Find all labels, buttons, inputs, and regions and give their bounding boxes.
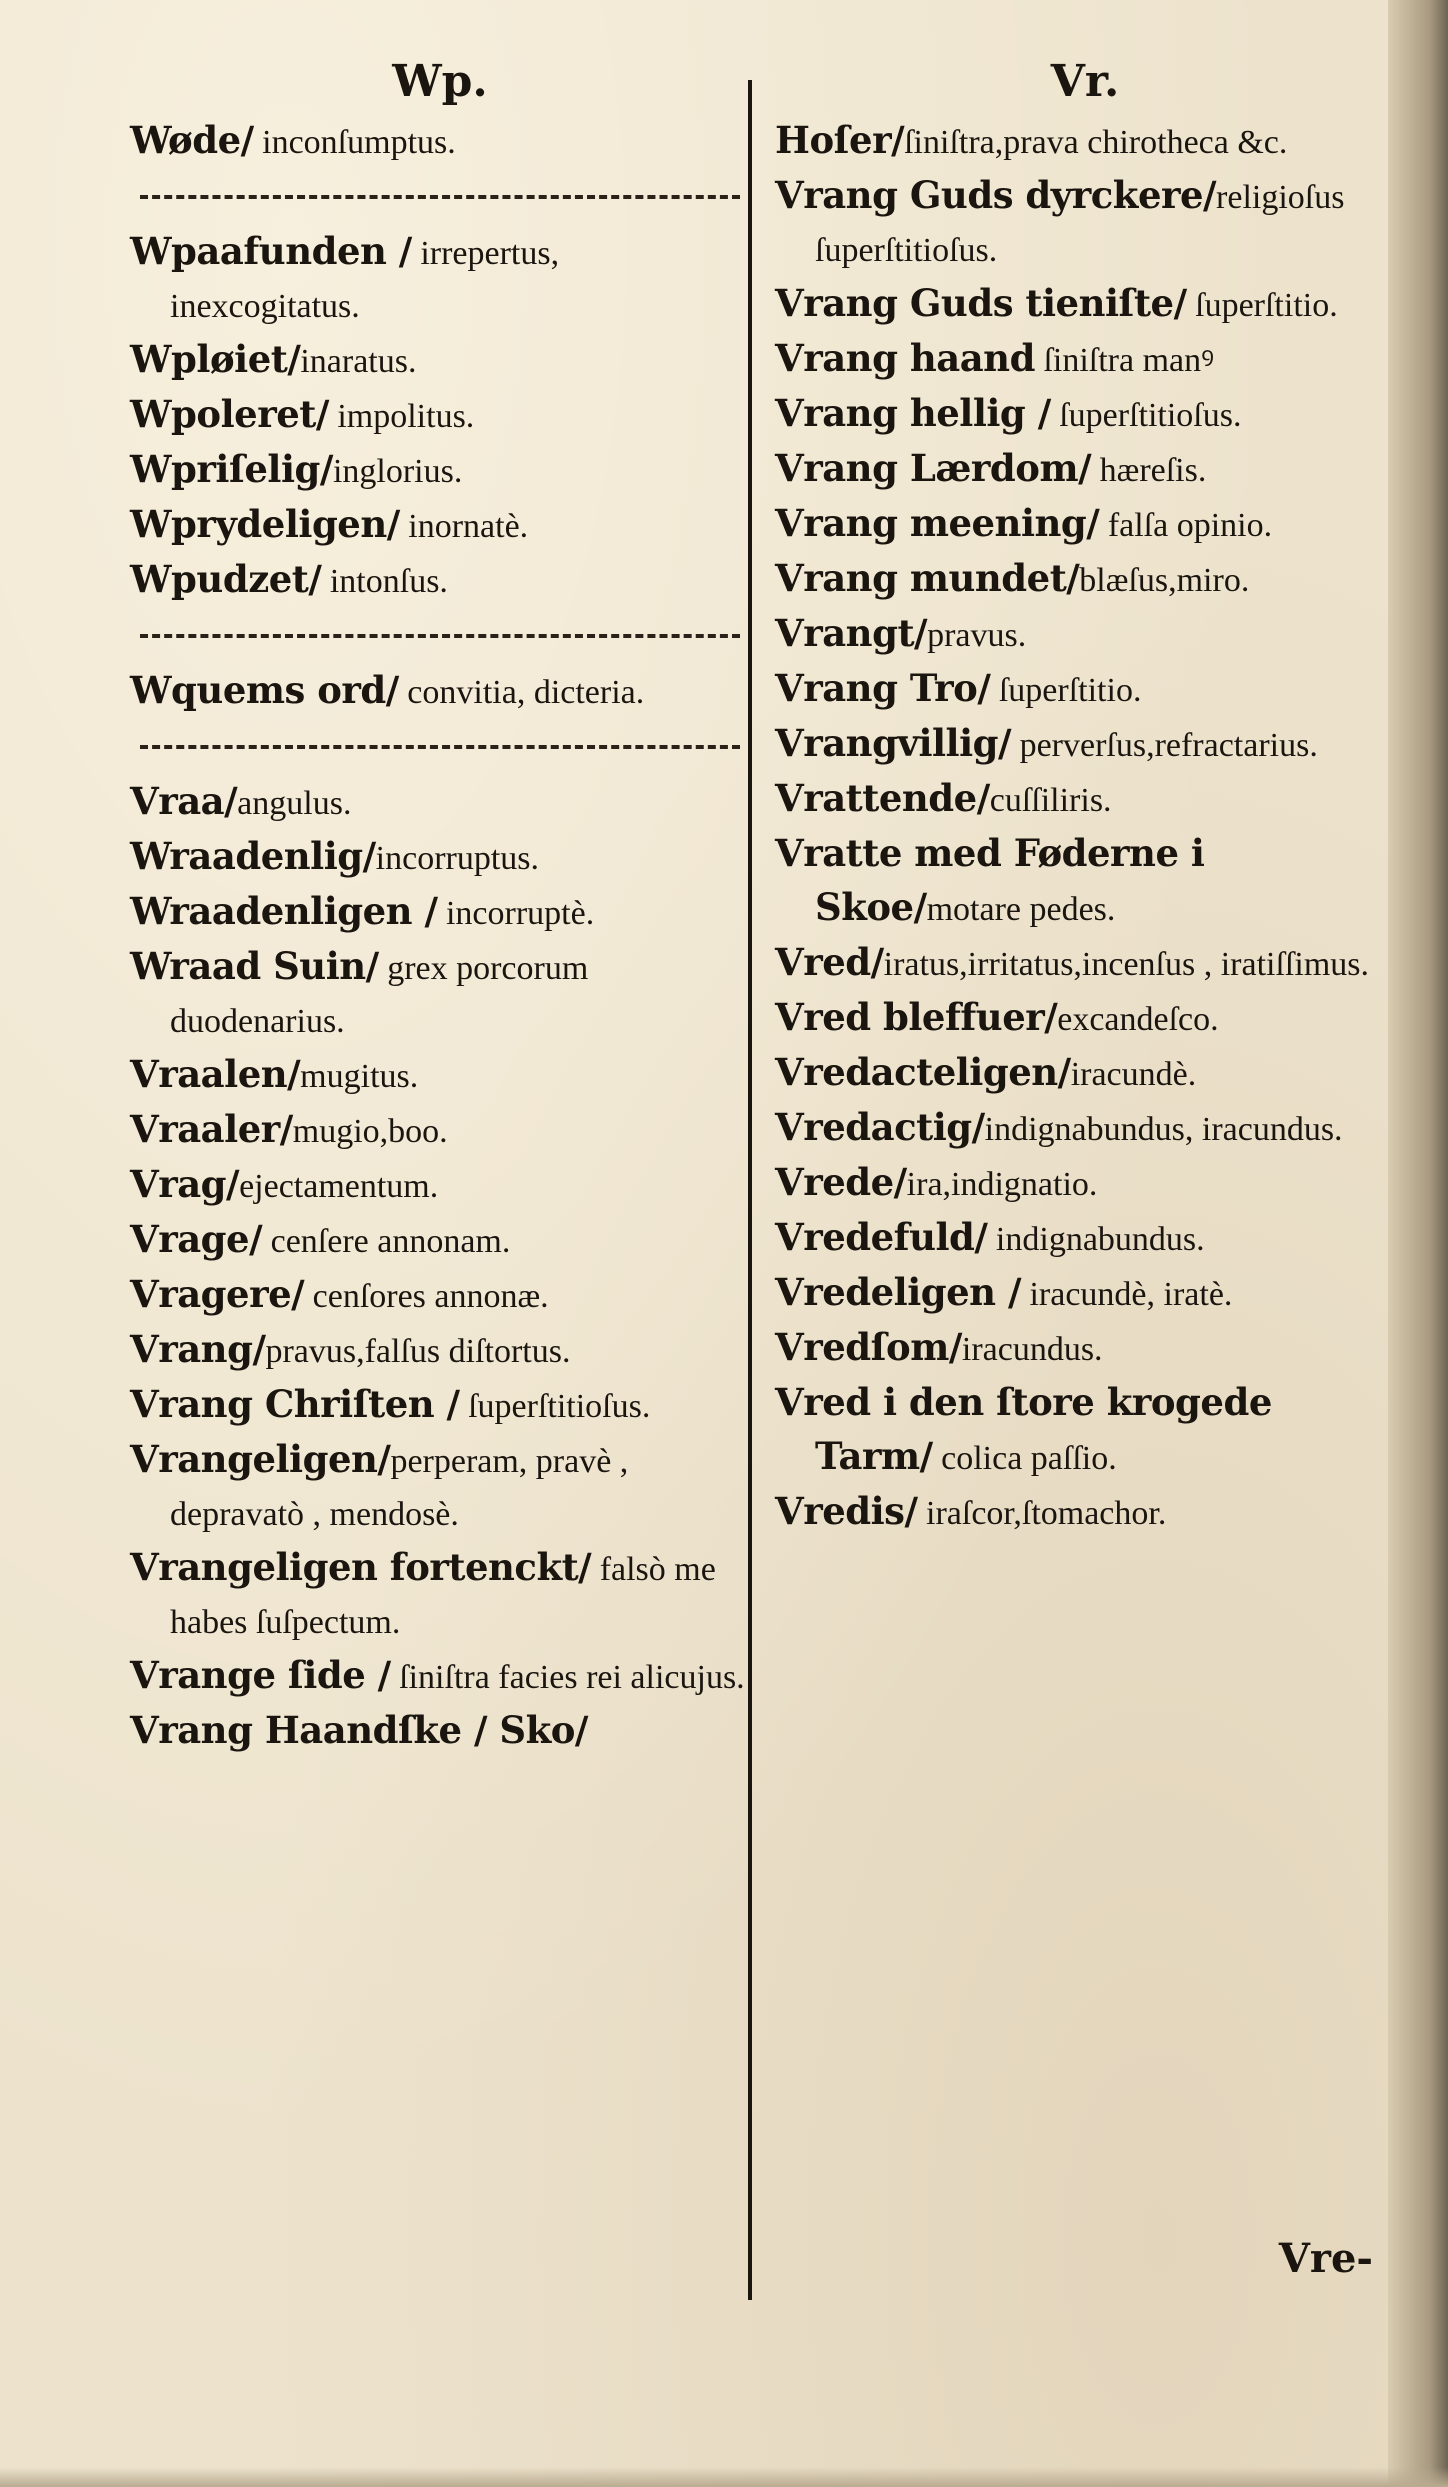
headword: Vrangt/	[775, 611, 928, 655]
headword: Wpaafunden /	[130, 229, 412, 273]
latin-definition: cenſere annonam.	[262, 1223, 511, 1260]
dictionary-entry	[130, 1213, 750, 1268]
headword: Vrang hellig /	[775, 391, 1051, 435]
dictionary-entry	[130, 1158, 750, 1213]
headword: Wraadenligen /	[130, 889, 438, 933]
latin-definition: angulus.	[237, 785, 352, 822]
latin-definition: intonſus.	[321, 563, 448, 600]
latin-definition: iracundè.	[1070, 1056, 1197, 1093]
dictionary-entry	[775, 497, 1395, 552]
headword: Vrang Guds dyrckere/	[775, 173, 1217, 217]
latin-definition: impolitus.	[328, 398, 475, 435]
dictionary-entry	[130, 114, 750, 169]
dictionary-entry	[775, 1266, 1395, 1321]
dictionary-entry	[130, 1323, 750, 1378]
latin-definition: excandeſco.	[1057, 1001, 1219, 1038]
headword: Vredis/	[775, 1489, 918, 1533]
latin-definition: mugio,boo.	[292, 1113, 448, 1150]
dictionary-entry	[775, 1321, 1395, 1376]
latin-definition: indignabundus.	[987, 1221, 1205, 1258]
headword: Vrangeligen fortenckt/	[130, 1545, 592, 1589]
latin-definition: ſuperſtitioſus.	[459, 1388, 651, 1425]
right-entry-list	[775, 114, 1395, 1540]
latin-definition: ſiniſtra manꝰ	[1034, 342, 1215, 379]
latin-definition: ſuperſtitioſus.	[1050, 397, 1242, 434]
headword: Wquems ord/	[130, 668, 399, 712]
latin-definition: cenſores annonæ.	[304, 1278, 549, 1315]
headword: Wprydeligen/	[130, 502, 400, 546]
headword: Vrag/	[130, 1162, 240, 1206]
headword: Vrang Haandſke / Sko/	[130, 1708, 588, 1752]
dictionary-entry	[130, 1268, 750, 1323]
headword: Vredacteligen/	[775, 1050, 1071, 1094]
latin-definition: blæſus,miro.	[1079, 562, 1250, 599]
dictionary-entry	[775, 1485, 1395, 1540]
headword: Vrang Tro/	[775, 666, 991, 710]
section-rule	[140, 634, 740, 638]
latin-definition: ſuperſtitio.	[990, 672, 1142, 709]
latin-definition: inglorius.	[332, 453, 463, 490]
dictionary-entry	[130, 1103, 750, 1158]
latin-definition: ſiniſtra,prava chirotheca &c.	[904, 124, 1288, 161]
latin-definition: ſuperſtitio.	[1186, 287, 1338, 324]
headword: Wpoleret/	[130, 392, 329, 436]
latin-definition: incorruptè.	[437, 895, 595, 932]
column-divider	[748, 80, 752, 2300]
latin-definition: indignabundus, iracundus.	[984, 1111, 1343, 1148]
dictionary-entry	[775, 552, 1395, 607]
latin-definition: cuſſiliris.	[989, 782, 1112, 819]
headword: Vrang Chriſten /	[130, 1382, 460, 1426]
dictionary-entry	[775, 169, 1395, 277]
headword: Vrang/	[130, 1327, 266, 1371]
dictionary-entry	[130, 1649, 750, 1704]
headword: Vrang haand	[775, 336, 1035, 380]
latin-definition: falsò me habes ſuſpectum.	[170, 1551, 716, 1641]
dictionary-entry	[775, 662, 1395, 717]
headword: Hoſer/	[775, 118, 905, 162]
headword: Vredſom/	[775, 1325, 962, 1369]
dictionary-entry	[775, 1156, 1395, 1211]
headword: Wpriſelig/	[130, 447, 333, 491]
headword: Wpudzet/	[130, 557, 322, 601]
left-entry-list	[130, 114, 750, 1759]
latin-definition: pravus.	[927, 617, 1027, 654]
dictionary-entry	[775, 1046, 1395, 1101]
latin-definition: pravus,falſus diſtortus.	[265, 1333, 571, 1370]
latin-definition: hæreſis.	[1091, 452, 1207, 489]
headword: Vragere/	[130, 1272, 305, 1316]
headword: Vred/	[775, 940, 884, 984]
latin-definition: iratus,irritatus,incenſus , iratiſſimus.	[883, 946, 1370, 983]
dictionary-entry	[130, 1048, 750, 1103]
dictionary-entry	[775, 1376, 1395, 1485]
dictionary-entry	[130, 553, 750, 608]
latin-definition: colica paſſio.	[932, 1440, 1117, 1477]
dictionary-entry	[130, 1378, 750, 1433]
latin-definition: iracundè, iratè.	[1020, 1276, 1233, 1313]
dictionary-entry	[775, 607, 1395, 662]
headword: Vrange ſide /	[130, 1653, 391, 1697]
headword: Vrang Guds tieniſte/	[775, 281, 1187, 325]
dictionary-entry	[775, 114, 1395, 169]
headword: Vrang meening/	[775, 501, 1100, 545]
dictionary-entry	[775, 827, 1395, 936]
latin-definition: irrepertus, inexcogitatus.	[170, 235, 560, 325]
latin-definition: convitia, dicteria.	[398, 674, 645, 711]
latin-definition: ejectamentum.	[239, 1168, 439, 1205]
dictionary-entry	[130, 1541, 750, 1649]
latin-definition: perperam, pravè , depravatò , mendosè.	[170, 1443, 629, 1533]
dictionary-entry	[775, 387, 1395, 442]
dictionary-entry	[130, 940, 750, 1048]
headword: Vredactig/	[775, 1105, 985, 1149]
dictionary-entry	[130, 443, 750, 498]
headword: Vraaler/	[130, 1107, 293, 1151]
latin-definition: ira,indignatio.	[906, 1166, 1098, 1203]
headword: Wøde/	[130, 118, 254, 162]
dictionary-entry	[130, 333, 750, 388]
page-bottom-edge	[0, 2467, 1448, 2487]
latin-definition: ſiniſtra facies rei alicujus.	[390, 1659, 745, 1696]
headword: Vrang Lærdom/	[775, 446, 1092, 490]
dictionary-entry	[130, 388, 750, 443]
dictionary-entry	[130, 830, 750, 885]
dictionary-entry	[130, 1433, 750, 1541]
headword: Vred bleffuer/	[775, 995, 1058, 1039]
latin-definition: inaratus.	[300, 343, 417, 380]
dictionary-entry	[775, 991, 1395, 1046]
dictionary-entry	[130, 664, 750, 719]
headword: Vrang mundet/	[775, 556, 1080, 600]
headword: Wraadenlig/	[130, 834, 376, 878]
latin-definition: grex porcorum duodenarius.	[170, 950, 589, 1040]
dictionary-entry	[775, 332, 1395, 387]
latin-definition: incorruptus.	[375, 840, 540, 877]
dictionary-entry	[775, 936, 1395, 991]
latin-definition: iracundus.	[961, 1331, 1103, 1368]
headword: Vredeligen /	[775, 1270, 1021, 1314]
headword: Vredefuld/	[775, 1215, 988, 1259]
latin-definition: inconſumptus.	[253, 124, 456, 161]
dictionary-entry	[775, 1101, 1395, 1156]
dictionary-entry	[775, 772, 1395, 827]
latin-definition: motare pedes.	[926, 891, 1116, 928]
headword: Vraalen/	[130, 1052, 301, 1096]
latin-definition: iraſcor,ſtomachor.	[917, 1495, 1167, 1532]
headword: Wpløiet/	[130, 337, 301, 381]
latin-definition: falſa opinio.	[1099, 507, 1273, 544]
dictionary-entry	[775, 277, 1395, 332]
dictionary-entry	[130, 885, 750, 940]
latin-definition: perverſus,refractarius.	[1011, 727, 1318, 764]
latin-definition: mugitus.	[300, 1058, 419, 1095]
catchword: Vre-	[1278, 2235, 1373, 2282]
dictionary-entry	[130, 1704, 750, 1759]
headword: Vraa/	[130, 779, 238, 823]
dictionary-entry	[775, 1211, 1395, 1266]
page-edge	[1388, 0, 1448, 2487]
section-rule	[140, 195, 740, 199]
right-column	[775, 50, 1395, 1540]
headword: Vratte med Føderne i Skoe/	[775, 831, 1205, 929]
headword: Vrede/	[775, 1160, 907, 1204]
headword: Vrattende/	[775, 776, 990, 820]
latin-definition: religioſus ſuperſtitioſus.	[815, 179, 1345, 269]
headword: Vred i den ſtore krogede Tarm/	[775, 1380, 1272, 1478]
dictionary-entry	[775, 717, 1395, 772]
latin-definition: inornatè.	[399, 508, 529, 545]
section-rule	[140, 745, 740, 749]
dictionary-entry	[130, 225, 750, 333]
headword: Vrage/	[130, 1217, 263, 1261]
headword: Wraad Suin/	[130, 944, 379, 988]
left-running-head: Wp.	[392, 56, 488, 107]
right-running-head: Vr.	[1050, 56, 1120, 107]
headword: Vrangvillig/	[775, 721, 1012, 765]
dictionary-entry	[130, 498, 750, 553]
left-column	[130, 50, 750, 1759]
dictionary-entry	[775, 442, 1395, 497]
headword: Vrangeligen/	[130, 1437, 391, 1481]
dictionary-entry	[130, 775, 750, 830]
